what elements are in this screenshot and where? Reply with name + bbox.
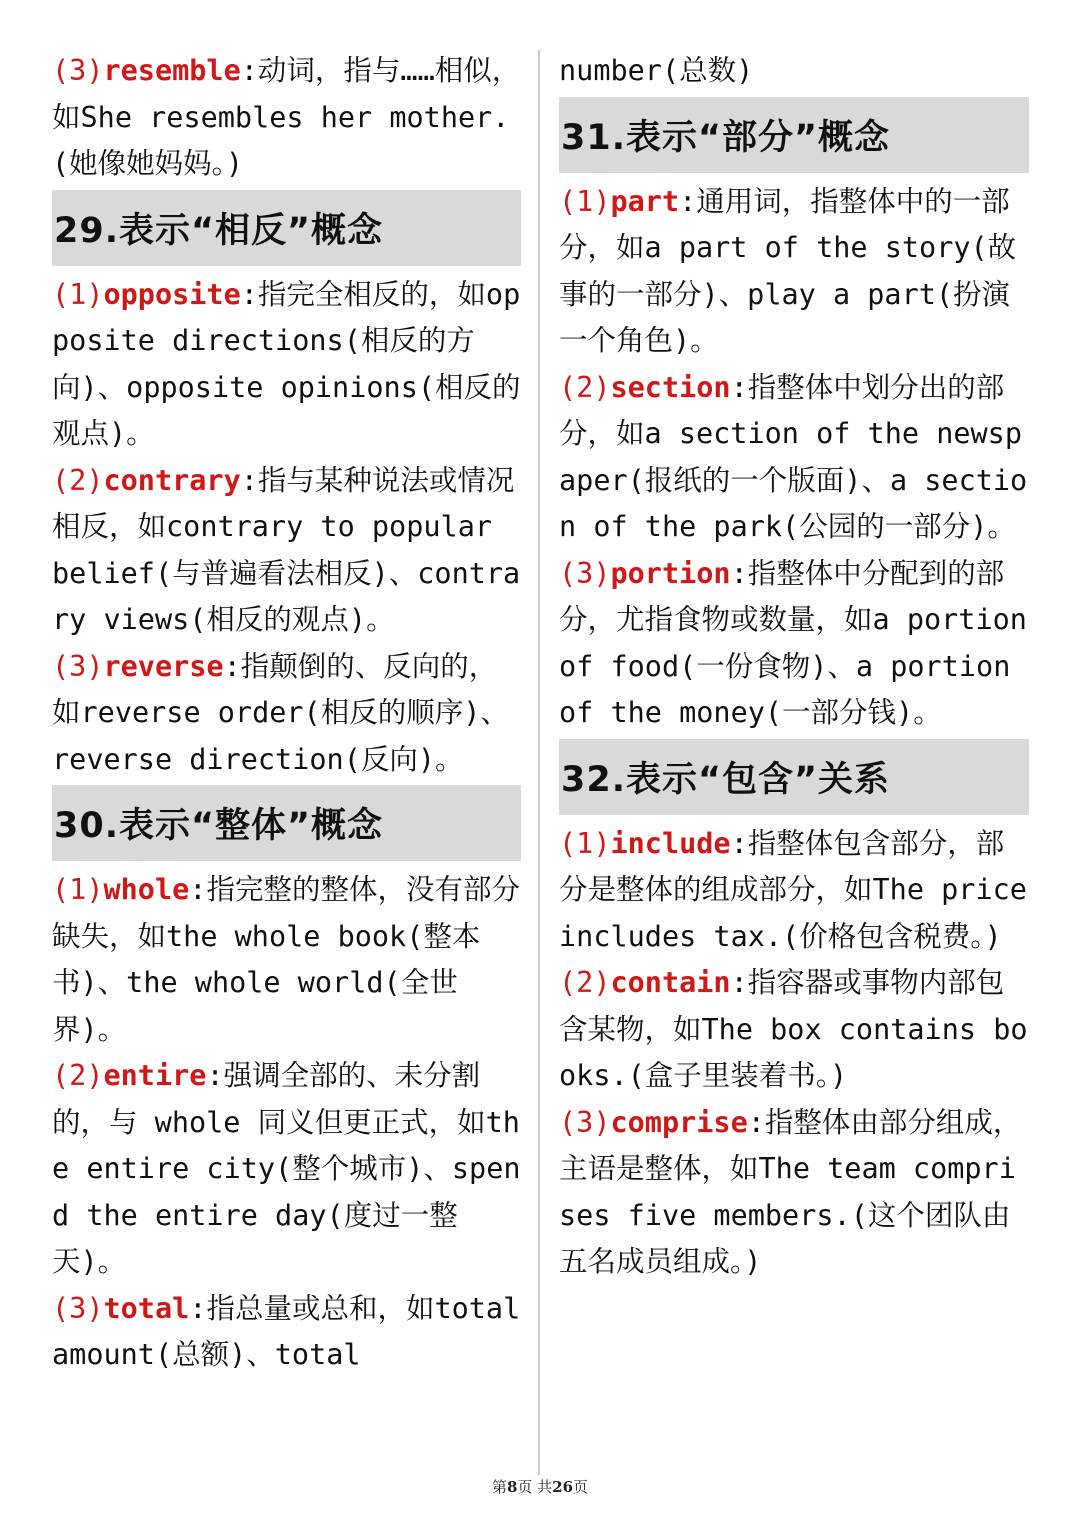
entry-term: opposite <box>103 277 241 311</box>
entry-contrary <box>52 458 522 644</box>
entry-text: :指与某种说法或情况相反，如contrary to popular belief(与普遍看法相反)、contrary views(相反的观点)。 <box>52 463 521 636</box>
section-heading-31: 31.表示“部分”概念 <box>559 97 1029 173</box>
entry-text: :指颠倒的、反向的，如reverse order(相反的顺序)、reverse direction(反向)。 <box>52 649 509 776</box>
entry-number: (3) <box>559 556 611 590</box>
entry-number: (1) <box>559 184 611 218</box>
entry-comprise <box>559 1100 1029 1286</box>
entry-term: section <box>610 370 731 404</box>
entry-term: include <box>610 826 731 860</box>
entry-reverse <box>52 644 522 784</box>
entry-term: part <box>610 184 680 218</box>
entry-number: (3) <box>52 1291 104 1325</box>
right-column <box>559 48 1029 1286</box>
entry-whole <box>52 867 522 1053</box>
entry-entire <box>52 1053 522 1286</box>
entry-number: (3) <box>52 54 104 87</box>
entry-text: :指整体由部分组成，主语是整体，如The team comprises five members.(这个团队由五名成员组成。) <box>559 1105 1022 1278</box>
entry-number: (1) <box>559 826 611 860</box>
entry-number: (1) <box>52 873 104 906</box>
footer-text: 页 共 <box>517 1478 553 1496</box>
entry-term: comprise <box>610 1105 748 1139</box>
entry-term: contrary <box>103 463 241 497</box>
entry-term: entire <box>103 1059 207 1092</box>
section-heading-30: 30.表示“整体”概念 <box>52 785 521 861</box>
column-divider <box>538 50 540 1475</box>
entry-text: :强调全部的、未分割的，与 whole 同义但更正式，如the entire city(整个城市)、spend the entire day(度过一整天)。 <box>52 1059 521 1278</box>
total-pages: 26 <box>552 1478 574 1496</box>
entry-number: (3) <box>52 649 104 683</box>
entry-include <box>559 821 1029 961</box>
entry-number: (1) <box>52 277 104 311</box>
entry-term: whole <box>103 873 190 906</box>
entry-total <box>52 1286 522 1379</box>
continued-text: number(总数) <box>559 54 754 87</box>
entry-term: resemble <box>103 54 241 87</box>
section-heading-32: 32.表示“包含”关系 <box>559 739 1029 815</box>
entry-number: (2) <box>559 370 611 404</box>
section-heading-29: 29.表示“相反”概念 <box>52 190 521 266</box>
entry-text: :指完整的整体，没有部分缺失，如the whole book(整本书)、the whole world(全世界)。 <box>52 873 520 1046</box>
entry-text: :通用词，指整体中的一部分，如a part of the story(故事的一部分)、play a part(扮演一个角色)。 <box>559 184 1017 357</box>
entry-text: :指容器或事物内部包含某物，如The box contains books.(盒子里装着书。) <box>559 966 1028 1092</box>
entry-text: :指整体中划分出的部分，如a section of the newspaper(报纸的一个版面)、a section of the park(公园的一部分)。 <box>559 370 1028 543</box>
entry-text: :指总量或总和，如total amount(总额)、total <box>52 1291 521 1371</box>
entry-part <box>559 179 1029 365</box>
entry-term: portion <box>610 556 731 590</box>
footer-text: 第 <box>491 1478 507 1496</box>
entry-number: (2) <box>52 463 104 497</box>
entry-section <box>559 365 1029 551</box>
entry-term: total <box>103 1291 190 1325</box>
page-number: 8 <box>506 1478 518 1496</box>
entry-contain <box>559 960 1029 1100</box>
entry-text: :动词，指与……相似，如She resembles her mother.(她像她妈妈。) <box>52 54 521 180</box>
entry-number: (3) <box>559 1105 611 1139</box>
entry-text: :指完全相反的，如opposite directions(相反的方向)、opposite opinions(相反的观点)。 <box>52 277 521 450</box>
entry-text: :指整体包含部分，部分是整体的组成部分，如The price includes tax.(价格包含税费。) <box>559 826 1027 953</box>
entry-text: :指整体中分配到的部分，尤指食物或数量，如a portion of food(一份食物)、a portion of the money(一部分钱)。 <box>559 556 1027 729</box>
footer-text: 页 <box>573 1478 589 1496</box>
entry-term: reverse <box>103 649 224 683</box>
entry-number: (2) <box>559 966 611 999</box>
entry-portion <box>559 551 1029 737</box>
entry-number: (2) <box>52 1059 104 1092</box>
entry-opposite <box>52 272 522 458</box>
entry-term: contain <box>610 966 731 999</box>
entry-resemble <box>52 48 522 188</box>
page-footer <box>0 1476 1080 1497</box>
left-column <box>52 48 522 1379</box>
